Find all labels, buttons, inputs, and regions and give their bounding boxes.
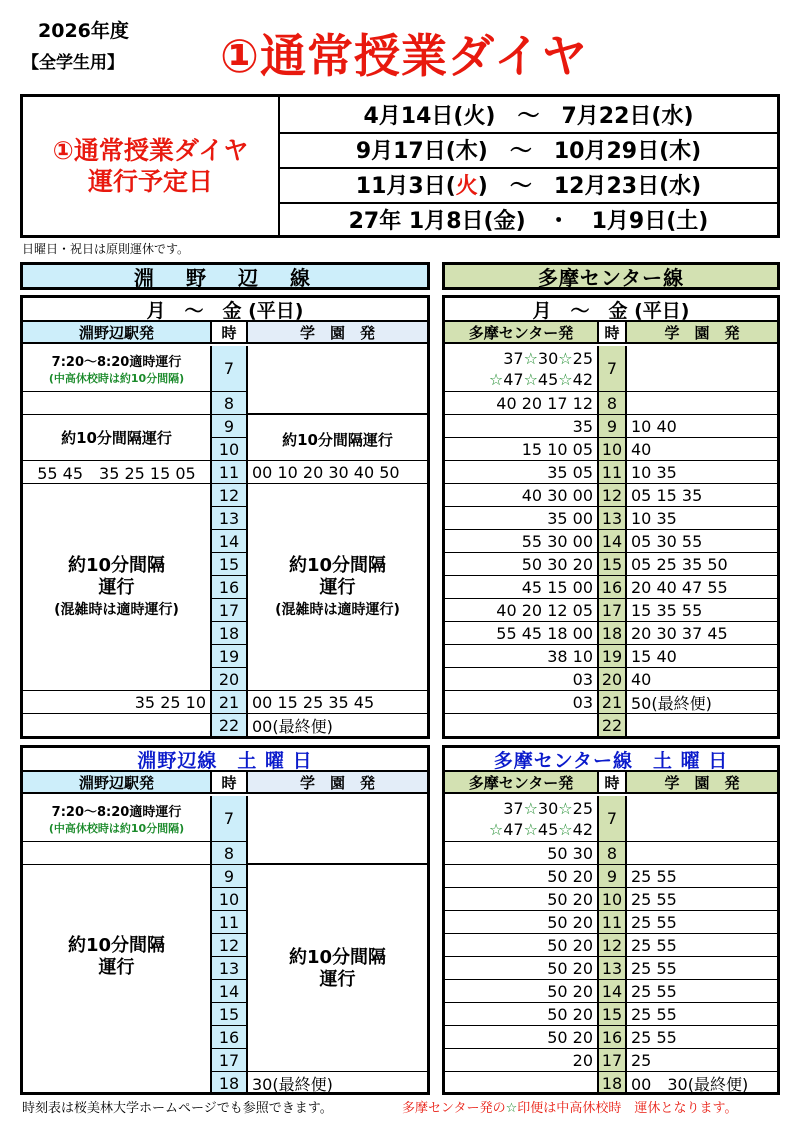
minutes-cell: 05 15 35 (627, 484, 777, 507)
minutes-cell: 25 55 (627, 1026, 777, 1049)
saturday-fuchinobe-table (20, 745, 430, 1095)
star-icon: ☆ (558, 819, 573, 839)
minutes-cell: 15 10 05 (445, 438, 597, 461)
hour-cell: 17 (210, 599, 248, 622)
hour-cell: 17 (597, 599, 627, 622)
empty-cell (23, 714, 210, 737)
minutes-cell: 00(最終便) (252, 717, 333, 736)
hour-cell: 9 (597, 865, 627, 888)
interval-text: 約10分間隔 (67, 935, 166, 956)
minutes-cell: 50 30 (445, 842, 597, 865)
hour-cell: 14 (597, 530, 627, 553)
minutes-cell: 55 30 00 (445, 530, 597, 553)
hour-cell: 19 (597, 645, 627, 668)
date-text: 27年 1月8日(金) ・ 1月9日(土) (348, 209, 709, 234)
weekday-fuchinobe-table (20, 295, 430, 739)
interval-text: 運行 (319, 969, 356, 990)
star-icon: ☆ (558, 369, 573, 389)
minutes-cell: 25 (627, 1049, 777, 1072)
hour-cell: 18 (210, 622, 248, 645)
interval-subtext: (混雑時は適時運行) (54, 602, 179, 618)
minutes-cell: 25 55 (627, 957, 777, 980)
star-icon: ☆ (488, 369, 504, 389)
hour-cell: 16 (210, 576, 248, 599)
interval-text: 運行 (319, 577, 356, 598)
hour-cell: 12 (597, 484, 627, 507)
minutes-cell: 35 (445, 415, 597, 438)
star-icon: ☆ (523, 348, 538, 368)
star-icon: ☆ (523, 798, 538, 818)
hour-cell: 11 (597, 461, 627, 484)
hour-cell: 13 (597, 957, 627, 980)
minutes-cell: 50(最終便) (627, 691, 777, 714)
hour-cell: 8 (597, 842, 627, 865)
date-row-3 (280, 167, 777, 204)
schedule-label (23, 97, 280, 235)
footer-note-right: 多摩センター発の☆印便は中高休校時 運休となります。 (402, 1101, 738, 1116)
fiscal-year: 2026年度 (38, 20, 129, 42)
weekday-tama-table (442, 295, 780, 739)
note-line-sub: (中高休校時は約10分間隔) (48, 372, 185, 385)
hour-cell: 12 (210, 484, 248, 507)
empty-cell (248, 346, 427, 415)
interval-text: 約10分間隔運行 (282, 430, 393, 449)
interval-note (248, 419, 427, 461)
empty-cell (627, 346, 777, 392)
minutes-cell: 35 25 10 (23, 691, 210, 714)
minutes-cell: 05 30 55 (627, 530, 777, 553)
hour-cell: 10 (597, 438, 627, 461)
hour-cell: 14 (210, 530, 248, 553)
hour-cell: 15 (597, 553, 627, 576)
hour-cell: 7 (210, 346, 248, 392)
minutes-cell: 20 (445, 1049, 597, 1072)
hour-cell: 9 (210, 415, 248, 438)
minutes-cell: 25 55 (627, 934, 777, 957)
hour-cell: 17 (597, 1049, 627, 1072)
note-line: 7:20～8:20適時運行 (51, 355, 182, 370)
minutes-cell: 00 10 20 30 40 50 (248, 461, 427, 484)
tama-line-header: 多摩センター線 (442, 262, 780, 290)
minutes-cell: 05 25 35 50 (627, 553, 777, 576)
hour-cell: 20 (210, 668, 248, 691)
hour-cell: 7 (210, 796, 248, 842)
hour-cell: 18 (597, 1072, 627, 1095)
minutes-cell: 50 20 (445, 934, 597, 957)
interval-note (23, 865, 210, 1095)
date-text: 11月3日(火) ～ 12月23日(水) (355, 174, 702, 199)
empty-cell (248, 796, 427, 865)
interval-text: 約10分間隔 (288, 947, 387, 968)
col-header-right: 学 園 発 (627, 322, 777, 344)
hour-cell: 10 (210, 888, 248, 911)
date-text: 9月17日(木) ～ 10月29日(木) (355, 139, 702, 164)
star-icon: ☆ (505, 1101, 518, 1116)
audience-label: 【全学生用】 (22, 53, 124, 73)
minutes-cell: 15 40 (627, 645, 777, 668)
minutes-cell (445, 796, 597, 842)
col-header-left: 淵野辺駅発 (23, 322, 210, 344)
minutes-cell: 50 20 (445, 865, 597, 888)
date-row-4 (280, 202, 777, 237)
schedule-label-line2: 運行予定日 (87, 167, 213, 196)
star-icon: ☆ (523, 369, 538, 389)
footer-note-left: 時刻表は桜美林大学ホームページでも参照できます。 (22, 1101, 333, 1116)
note-line: 7:20～8:20適時運行 (51, 805, 182, 820)
interval-note (248, 484, 427, 691)
star-icon: ☆ (558, 798, 573, 818)
col-header-left: 多摩センター発 (445, 322, 597, 344)
minutes-cell (627, 842, 777, 865)
minutes-cell (627, 714, 777, 737)
schedule-dates-box (20, 94, 780, 238)
minutes-cell: 00 30(最終便) (631, 1075, 749, 1094)
minutes-cell: 35 00 (445, 507, 597, 530)
interval-note (23, 484, 210, 691)
interval-subtext: (混雑時は適時運行) (275, 602, 400, 618)
minutes-cell: 20 30 37 45 (627, 622, 777, 645)
interval-text: 約10分間隔 (67, 555, 166, 576)
hour-cell: 11 (210, 911, 248, 934)
fuchinobe-departure-note (23, 796, 210, 842)
hour-cell: 13 (597, 507, 627, 530)
minutes-cell: 40 20 17 12 (445, 392, 597, 415)
hour-cell: 8 (210, 392, 248, 415)
minutes-cell: 25 55 (627, 865, 777, 888)
hour-cell: 15 (597, 1003, 627, 1026)
minutes-cell (445, 1072, 597, 1095)
hour-cell: 16 (597, 576, 627, 599)
empty-cell (23, 392, 210, 415)
fuchinobe-line-header: 淵 野 辺 線 (20, 262, 430, 290)
saturday-title: 淵野辺線 土 曜 日 (23, 748, 427, 772)
minutes-cell: 03 (445, 668, 597, 691)
hour-cell: 12 (597, 934, 627, 957)
minutes-cell: 35 05 (445, 461, 597, 484)
interval-text: 運行 (98, 957, 135, 978)
minutes-cell: 50 20 (445, 888, 597, 911)
holiday-marker: 火 (455, 174, 478, 199)
minutes-cell: 30(最終便) (252, 1075, 333, 1094)
hour-cell: 21 (597, 691, 627, 714)
hour-cell: 16 (210, 1026, 248, 1049)
minutes-cell: 40 (627, 438, 777, 461)
col-header-right: 学 園 発 (627, 772, 777, 794)
minutes-cell (445, 714, 597, 737)
day-label: 月 ～ 金 (平日) (445, 298, 777, 322)
minutes-line: ☆47☆45☆42 (488, 369, 593, 389)
minutes-cell: 10 40 (627, 415, 777, 438)
interval-text: 運行 (98, 577, 135, 598)
minutes-cell: 50 20 (445, 911, 597, 934)
minutes-cell: 25 55 (627, 888, 777, 911)
schedule-label-line1: ①通常授業ダイヤ (52, 136, 249, 165)
hour-cell: 18 (210, 1072, 248, 1095)
minutes-cell: 00 15 25 35 45 (248, 691, 427, 714)
hour-cell: 13 (210, 507, 248, 530)
date-text: 4月14日(火) ～ 7月22日(水) (363, 104, 694, 129)
minutes-cell: 10 35 (627, 461, 777, 484)
hour-cell: 22 (210, 714, 248, 737)
hour-cell: 14 (597, 980, 627, 1003)
minutes-cell: 40 30 00 (445, 484, 597, 507)
col-header-hour: 時 (210, 322, 248, 344)
empty-cell (23, 842, 210, 865)
date-row-2 (280, 132, 777, 169)
minutes-cell: 50 20 (445, 1026, 597, 1049)
hour-cell: 10 (597, 888, 627, 911)
page-title: ①通常授業ダイヤ (220, 29, 589, 83)
col-header-right: 学 園 発 (248, 772, 427, 794)
minutes-cell: 50 20 (445, 957, 597, 980)
col-header-hour: 時 (597, 322, 627, 344)
col-header-right: 学 園 発 (248, 322, 427, 344)
minutes-cell: 20 40 47 55 (627, 576, 777, 599)
minutes-cell: 50 30 20 (445, 553, 597, 576)
hour-cell: 20 (597, 668, 627, 691)
interval-note (248, 867, 427, 1072)
hour-cell: 8 (597, 392, 627, 415)
col-header-left: 多摩センター発 (445, 772, 597, 794)
minutes-cell: 03 (445, 691, 597, 714)
hour-cell: 18 (597, 622, 627, 645)
interval-note (23, 415, 210, 461)
minutes-cell: 25 55 (627, 1003, 777, 1026)
hour-cell: 17 (210, 1049, 248, 1072)
minutes-cell: 55 45 35 25 15 05 (23, 461, 210, 484)
minutes-cell: 25 55 (627, 911, 777, 934)
minutes-line: ☆47☆45☆42 (488, 819, 593, 839)
empty-cell (627, 796, 777, 842)
minutes-cell: 55 45 18 00 (445, 622, 597, 645)
minutes-cell (445, 346, 597, 392)
saturday-title: 多摩センター線 土 曜 日 (445, 748, 777, 772)
interval-text: 約10分間隔運行 (61, 428, 172, 447)
hour-cell: 9 (210, 865, 248, 888)
hour-cell: 13 (210, 957, 248, 980)
hour-cell: 8 (210, 842, 248, 865)
hour-cell: 7 (597, 796, 627, 842)
minutes-cell: 15 35 55 (627, 599, 777, 622)
interval-text: 約10分間隔 (288, 555, 387, 576)
saturday-tama-table (442, 745, 780, 1095)
hour-cell: 15 (210, 553, 248, 576)
fuchinobe-departure-note (23, 346, 210, 392)
col-header-left: 淵野辺駅発 (23, 772, 210, 794)
holiday-note: 日曜日・祝日は原則運休です。 (22, 242, 190, 256)
hour-cell: 15 (210, 1003, 248, 1026)
hour-cell: 9 (597, 415, 627, 438)
hour-cell: 19 (210, 645, 248, 668)
minutes-line: 37☆30☆25 (503, 798, 593, 818)
minutes-cell: 40 (627, 668, 777, 691)
minutes-cell: 25 55 (627, 980, 777, 1003)
date-row-1 (280, 97, 777, 134)
minutes-cell: 45 15 00 (445, 576, 597, 599)
col-header-hour: 時 (210, 772, 248, 794)
hour-cell: 11 (210, 461, 248, 484)
hour-cell: 12 (210, 934, 248, 957)
note-line-sub: (中高休校時は約10分間隔) (48, 822, 185, 835)
hour-cell: 21 (210, 691, 248, 714)
hour-cell: 10 (210, 438, 248, 461)
minutes-cell: 38 10 (445, 645, 597, 668)
hour-cell: 7 (597, 346, 627, 392)
hour-cell: 11 (597, 911, 627, 934)
hour-cell: 14 (210, 980, 248, 1003)
hour-cell: 22 (597, 714, 627, 737)
minutes-cell: 50 20 (445, 1003, 597, 1026)
minutes-cell: 50 20 (445, 980, 597, 1003)
hour-cell: 16 (597, 1026, 627, 1049)
day-label: 月 ～ 金 (平日) (23, 298, 427, 322)
star-icon: ☆ (523, 819, 538, 839)
minutes-cell: 10 35 (627, 507, 777, 530)
star-icon: ☆ (558, 348, 573, 368)
minutes-line: 37☆30☆25 (503, 348, 593, 368)
star-icon: ☆ (488, 819, 504, 839)
minutes-cell (627, 392, 777, 415)
minutes-cell: 40 20 12 05 (445, 599, 597, 622)
col-header-hour: 時 (597, 772, 627, 794)
